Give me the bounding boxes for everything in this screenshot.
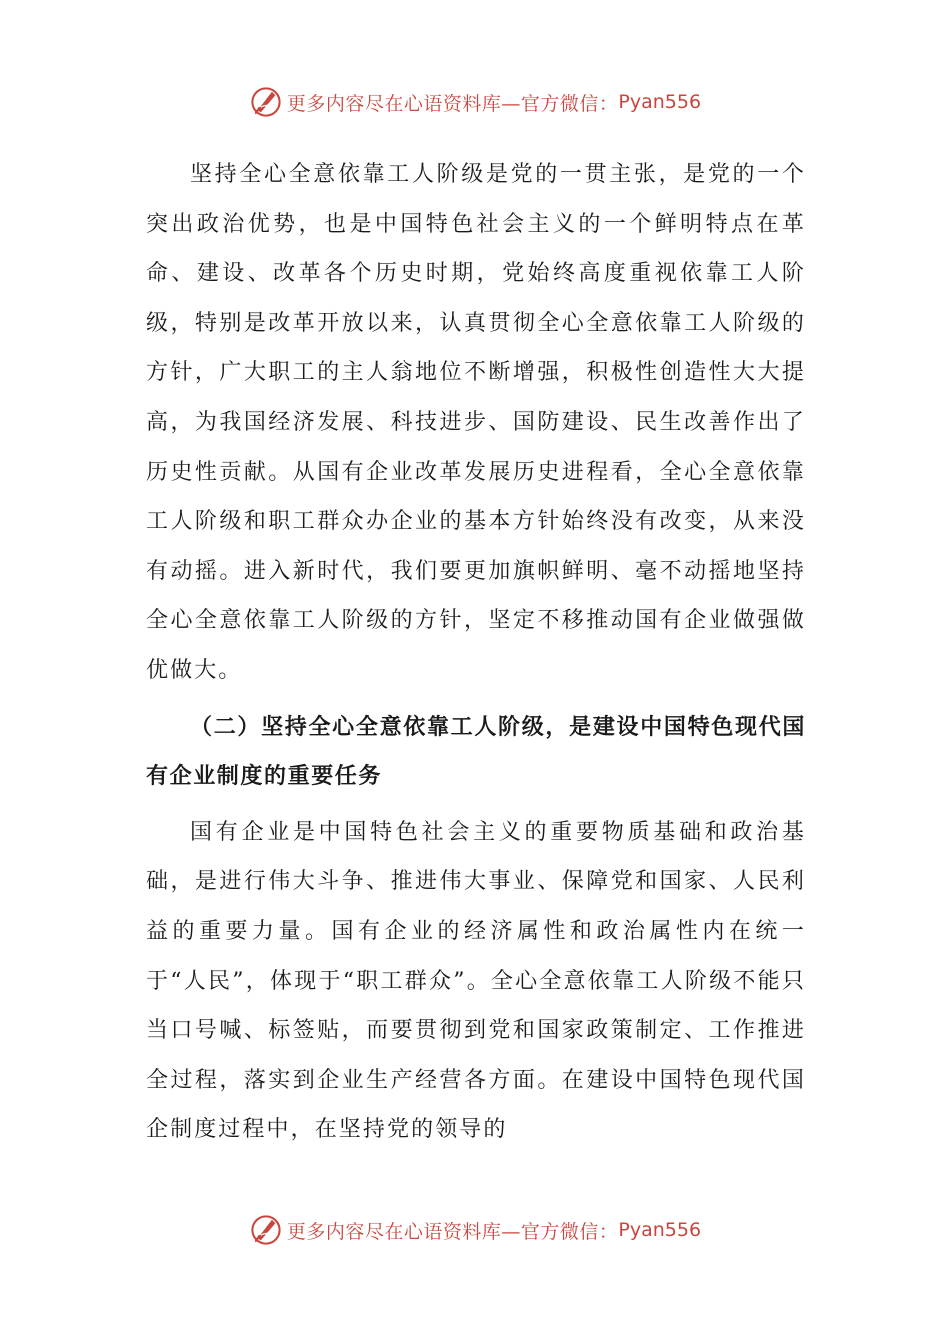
quill-pen-logo-icon	[249, 85, 283, 119]
document-body	[146, 150, 806, 1155]
body-paragraph-1: 坚持全心全意依靠工人阶级是党的一贯主张，是党的一个突出政治优势，也是中国特色社会主义的一个鲜明特点在革命、建设、改革各个历史时期，党始终高度重视依靠工人阶级，特别是改革开放以来，认真贯彻全心全意依靠工人阶级的方针，广大职工的主人翁地位不断增强，积极性创造性大大提高，为我国经济发展、科技进步、国防建设、民生改善作出了历史性贡献。从国有企业改革发展历史进程看，全心全意依靠工人阶级和职工群众办企业的基本方针始终没有改变，从来没有动摇。进入新时代，我们要更加旗帜鲜明、毫不动摇地坚持全心全意依靠工人阶级的方针，坚定不移推动国有企业做强做优做大。	[146, 162, 806, 683]
quill-pen-logo-icon	[249, 1213, 283, 1247]
footer-banner-wechat-id: Pyan556	[618, 1219, 702, 1241]
header-banner	[0, 82, 950, 122]
section-heading-2: （二）坚持全心全意依靠工人阶级，是建设中国特色现代国有企业制度的重要任务	[146, 714, 806, 790]
footer-banner	[0, 1210, 950, 1250]
header-banner-wechat-id: Pyan556	[618, 91, 702, 113]
header-banner-text: 更多内容尽在心语资料库—官方微信：	[286, 92, 619, 115]
footer-banner-text: 更多内容尽在心语资料库—官方微信：	[286, 1220, 619, 1243]
body-paragraph-2: 国有企业是中国特色社会主义的重要物质基础和政治基础，是进行伟大斗争、推进伟大事业、保障党和国家、人民利益的重要力量。国有企业的经济属性和政治属性内在统一于“人民”，体现于“职工群众”。全心全意依靠工人阶级不能只当口号喊、标签贴，而要贯彻到党和国家政策制定、工作推进全过程，落实到企业生产经营各方面。在建设中国特色现代国企制度过程中，在坚持党的领导的	[146, 819, 806, 1143]
